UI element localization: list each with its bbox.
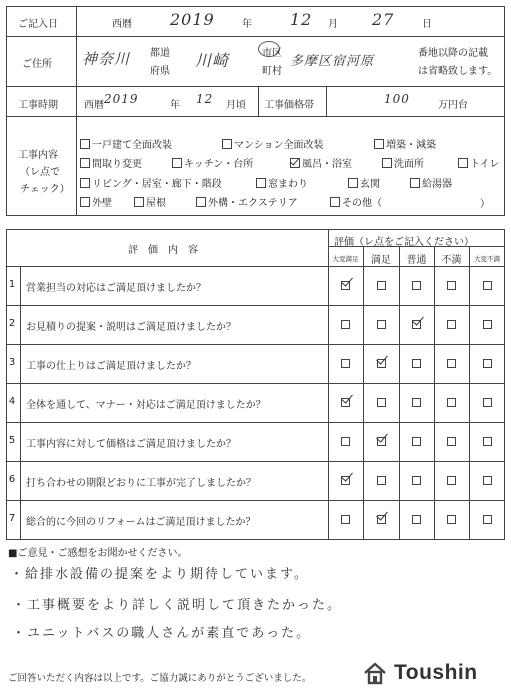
date-year-unit: 年	[242, 19, 252, 30]
work-option[interactable]	[196, 194, 298, 209]
work-option-label: 間取り変更	[92, 159, 142, 170]
work-option-label: 窓まわり	[268, 179, 308, 190]
checked-checkbox-icon[interactable]	[290, 158, 300, 168]
checkbox-icon[interactable]	[222, 139, 232, 149]
checkbox-icon[interactable]	[374, 139, 384, 149]
house-logo-icon	[362, 660, 388, 686]
rating-checkbox[interactable]	[412, 515, 421, 524]
checkbox-icon[interactable]	[410, 178, 420, 188]
work-option[interactable]	[80, 175, 222, 190]
city-circle-mark	[258, 41, 280, 57]
question-text: 営業担当の対応はご満足頂けましたか？	[26, 283, 206, 294]
address-city-unit-2: 町村	[262, 66, 282, 77]
comments-heading: ■ご意見・ご感想をお聞かせください。	[8, 548, 188, 559]
label-column-divider	[76, 6, 77, 216]
rating-checkbox[interactable]	[341, 320, 350, 329]
checkbox-icon[interactable]	[134, 197, 144, 207]
row-divider	[6, 86, 505, 87]
rating-checkbox[interactable]	[412, 359, 421, 368]
work-option[interactable]	[256, 175, 308, 190]
question-number: 7	[8, 513, 16, 524]
footer-thanks: ご回答いただく内容は以上です。ご協力誠にありがとうございました。	[8, 673, 312, 684]
work-label-3: チェック）	[20, 184, 70, 195]
rating-checkbox[interactable]	[412, 281, 421, 290]
comment-line-1[interactable]: ・給排水設備の提案をより期待しています。	[10, 567, 309, 582]
rating-checkbox[interactable]	[377, 281, 386, 290]
date-month-unit: 月	[328, 19, 338, 30]
price-divider	[326, 86, 327, 116]
period-month-unit: 月頃	[226, 100, 246, 111]
period-era: 西暦	[84, 100, 104, 111]
rating-column-header: 大変不満	[474, 255, 500, 263]
question-text: お見積りの提案・説明はご満足頂けましたか？	[26, 322, 236, 333]
date-day-unit: 日	[422, 19, 432, 30]
rating-checkbox[interactable]	[447, 398, 456, 407]
address-town-value[interactable]: 多摩区宿河原	[290, 54, 375, 69]
rating-checkbox[interactable]	[447, 437, 456, 446]
comment-line-3[interactable]: ・ユニットバスの職人さんが素直であった。	[12, 626, 312, 641]
question-text: 工事の仕上りはご満足頂けましたか？	[26, 361, 196, 372]
rating-checkbox[interactable]	[377, 476, 386, 485]
work-option-label: 外構・エクステリア	[208, 198, 298, 209]
work-label-1: 工事内容	[18, 150, 58, 161]
address-city-value[interactable]: 川崎	[195, 51, 230, 70]
rating-checkbox[interactable]	[412, 437, 421, 446]
work-option-label: 洗面所	[394, 159, 424, 170]
work-option[interactable]	[410, 175, 452, 190]
work-option[interactable]	[348, 175, 380, 190]
rating-checkbox[interactable]	[341, 359, 350, 368]
checkbox-icon[interactable]	[80, 158, 90, 168]
work-option[interactable]	[80, 155, 142, 170]
rating-column-divider	[434, 246, 435, 540]
work-option[interactable]	[134, 194, 166, 209]
row-divider	[6, 36, 505, 37]
work-option-label: その他（	[342, 198, 382, 209]
work-option-label: キッチン・台所	[184, 159, 254, 170]
rating-checkbox[interactable]	[341, 515, 350, 524]
price-label: 工事価格帯	[264, 100, 314, 111]
checkbox-icon[interactable]	[80, 178, 90, 188]
rating-checkbox[interactable]	[483, 320, 492, 329]
rating-checkbox[interactable]	[341, 437, 350, 446]
question-text: 工事内容に対して価格はご満足頂けましたか？	[26, 439, 236, 450]
question-text: 全体を通して、マナー・対応はご満足頂けましたか？	[26, 400, 266, 411]
question-number: 4	[8, 396, 16, 407]
period-label: 工事時期	[18, 100, 58, 111]
rating-column-divider	[469, 246, 470, 540]
price-unit: 万円台	[438, 100, 468, 111]
rating-checkbox[interactable]	[483, 476, 492, 485]
rating-checkbox[interactable]	[447, 320, 456, 329]
rating-checkbox[interactable]	[483, 359, 492, 368]
work-option-label: 外壁	[92, 198, 112, 209]
price-value[interactable]: 100	[384, 92, 410, 106]
work-option[interactable]	[172, 155, 253, 170]
question-text: 総合的に今回のリフォームはご満足頂けましたか？	[26, 517, 256, 528]
rating-title: 評価（レ点をご記入ください）	[334, 237, 474, 248]
question-number: 6	[8, 474, 16, 485]
rating-checkbox[interactable]	[483, 437, 492, 446]
question-number: 5	[8, 435, 16, 446]
checkbox-icon[interactable]	[348, 178, 358, 188]
rating-checkbox[interactable]	[412, 476, 421, 485]
checkbox-icon[interactable]	[80, 197, 90, 207]
work-option-label: 玄関	[360, 179, 380, 190]
checkbox-icon[interactable]	[382, 158, 392, 168]
work-option-label: 風呂・浴室	[302, 159, 352, 170]
question-row-divider	[6, 344, 505, 345]
question-row-divider	[6, 422, 505, 423]
number-column-divider	[20, 266, 21, 540]
address-note-1: 番地以降の記載	[418, 48, 488, 59]
address-label: ご住所	[22, 59, 52, 70]
address-prefecture-value[interactable]: 神奈川	[82, 50, 131, 68]
checkbox-icon[interactable]	[172, 158, 182, 168]
checkbox-icon[interactable]	[256, 178, 266, 188]
address-note-2: は省略致します。	[418, 66, 498, 77]
question-number: 1	[8, 279, 16, 290]
rating-checkbox[interactable]	[483, 281, 492, 290]
question-row-divider	[6, 500, 505, 501]
work-option[interactable]	[222, 136, 324, 151]
work-option-label: 給湯器	[422, 179, 452, 190]
question-row-divider	[6, 461, 505, 462]
period-month-value[interactable]: 12	[196, 92, 214, 106]
brand-logo: Toushin	[394, 661, 478, 684]
question-number: 3	[8, 357, 16, 368]
period-year-value[interactable]: 2019	[104, 92, 139, 106]
rating-column-header: 普通	[406, 255, 427, 266]
question-text: 打ち合わせの期限どおりに工事が完了しましたか？	[26, 478, 256, 489]
date-day-value[interactable]: 27	[372, 10, 395, 29]
rating-column-header: 満足	[371, 255, 391, 266]
address-city-unit-1: 市区	[262, 48, 282, 59]
work-option[interactable]	[330, 194, 382, 209]
question-row-divider	[6, 383, 505, 384]
checkbox-icon[interactable]	[196, 197, 206, 207]
work-option-label: トイレ	[470, 159, 500, 170]
work-option[interactable]	[458, 155, 500, 170]
checkbox-icon[interactable]	[458, 158, 468, 168]
work-option[interactable]	[374, 136, 436, 151]
rating-checkbox[interactable]	[447, 359, 456, 368]
question-row-divider	[6, 305, 505, 306]
checkbox-icon[interactable]	[330, 197, 340, 207]
rating-checkbox[interactable]	[447, 515, 456, 524]
work-other-close: ）	[480, 199, 490, 210]
rating-column-header: 大変満足	[332, 255, 359, 263]
date-year-value[interactable]: 2019	[170, 10, 215, 29]
rating-checkbox[interactable]	[483, 515, 492, 524]
evaluation-title: 評 価 内 容	[128, 245, 198, 256]
rating-column-divider	[399, 246, 400, 540]
work-option-label: 増築・減築	[386, 140, 436, 151]
work-option[interactable]	[80, 136, 172, 151]
rating-checkbox[interactable]	[447, 476, 456, 485]
rating-checkbox[interactable]	[377, 398, 386, 407]
date-label: ご記入日	[18, 19, 58, 30]
rating-checkbox[interactable]	[483, 398, 492, 407]
rating-checkbox[interactable]	[412, 398, 421, 407]
work-option[interactable]	[382, 155, 424, 170]
period-year-unit: 年	[170, 100, 180, 111]
row-divider	[6, 116, 505, 117]
address-prefecture-unit-2: 府県	[150, 66, 170, 77]
checkbox-icon[interactable]	[80, 139, 90, 149]
work-option-label: 屋根	[146, 198, 166, 209]
work-option[interactable]	[290, 155, 352, 170]
address-prefecture-unit-1: 都道	[150, 48, 170, 59]
work-option-label: 一戸建て全面改装	[92, 140, 172, 151]
work-label-2: （レ点で	[20, 167, 60, 178]
date-era: 西暦	[112, 19, 132, 30]
rating-column-header: 不満	[441, 255, 462, 266]
rating-checkbox[interactable]	[377, 320, 386, 329]
work-option[interactable]	[80, 194, 112, 209]
comment-line-2[interactable]: ・工事概要をより詳しく説明して頂きたかった。	[12, 598, 343, 613]
rating-column-divider	[363, 246, 364, 540]
date-month-value[interactable]: 12	[290, 10, 313, 29]
price-divider	[258, 86, 259, 116]
rating-checkbox[interactable]	[447, 281, 456, 290]
question-number: 2	[8, 318, 16, 329]
rating-area-divider	[328, 229, 329, 540]
work-option-label: マンション全面改装	[234, 140, 324, 151]
evaluation-table	[6, 229, 505, 540]
table-header-divider	[6, 266, 505, 267]
work-option-label: リビング・居室・廊下・階段	[92, 179, 222, 190]
